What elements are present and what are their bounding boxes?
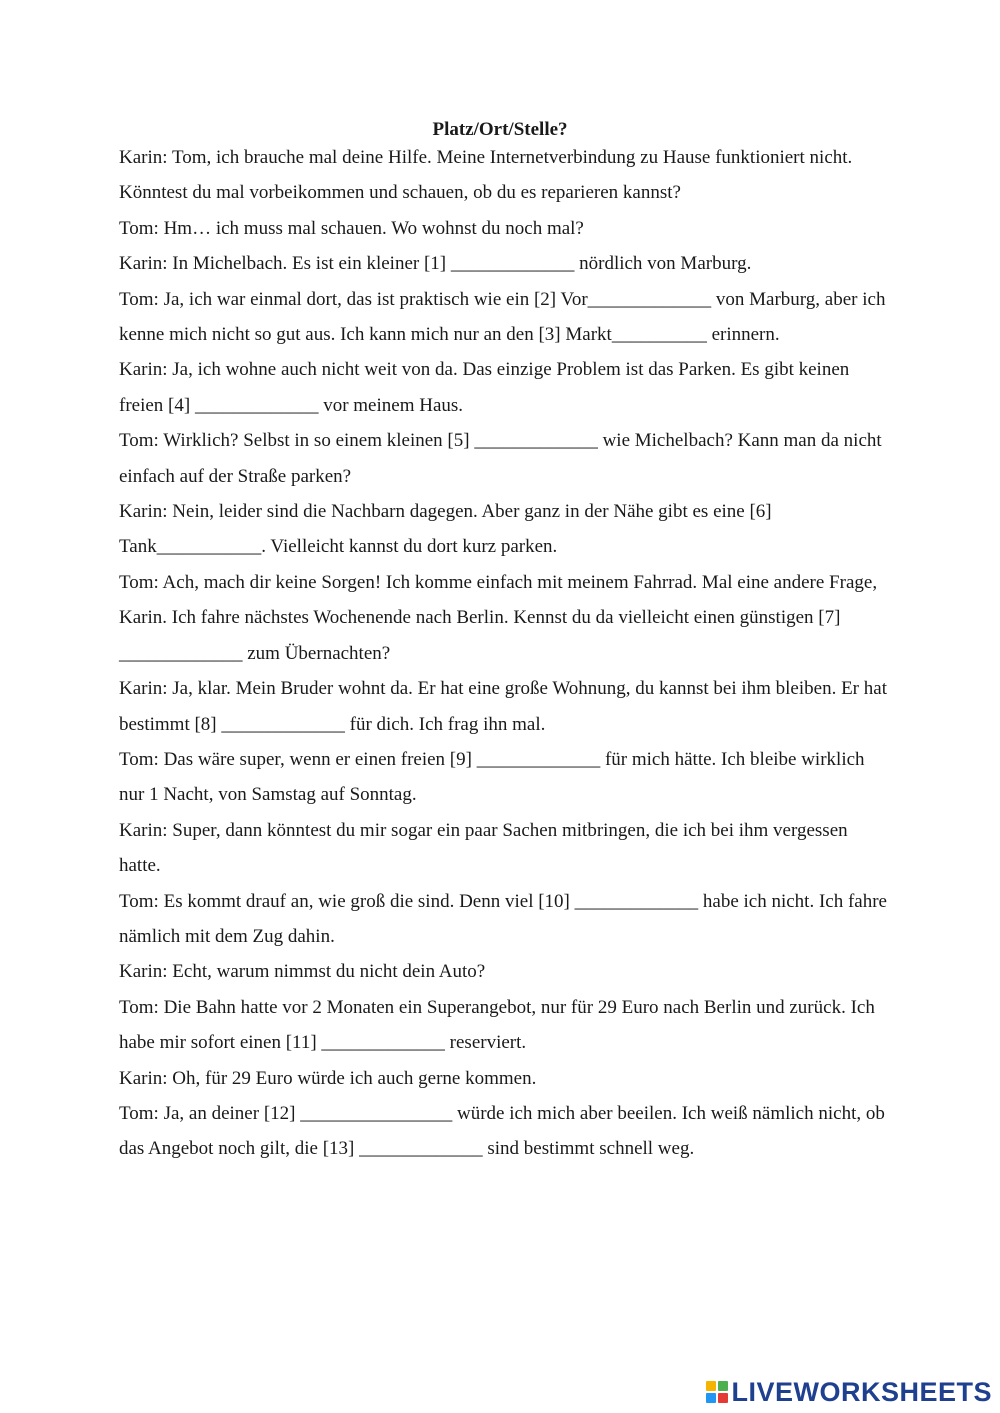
dialogue-line-3: Karin: In Michelbach. Es ist ein kleiner [1] _____________ nördlich von Marburg. xyxy=(119,253,752,275)
dialogue-line-2: Tom: Hm… ich muss mal schauen. Wo wohnst du noch mal? xyxy=(119,217,584,239)
logo-square-3 xyxy=(706,1393,716,1403)
dialogue-line-13: Karin: Echt, warum nimmst du nicht dein Auto? xyxy=(119,961,486,983)
dialogue-line-10: Tom: Das wäre super, wenn er einen freien [9] _____________ für mich hätte. Ich bleibe wirklich nur 1 Nacht, von Samstag auf Sonntag. xyxy=(119,748,865,806)
dialogue-line-15: Karin: Oh, für 29 Euro würde ich auch gerne kommen. xyxy=(119,1067,537,1089)
logo-text: LIVEWORKSHEETS xyxy=(731,1376,992,1407)
dialogue-line-1: Karin: Tom, ich brauche mal deine Hilfe. Meine Internetverbindung zu Hause funktioniert nicht. Könntest du mal vorbeikommen und schauen, ob du es reparieren kannst? xyxy=(119,147,853,204)
logo-square-4 xyxy=(718,1393,728,1403)
dialogue-line-9: Karin: Ja, klar. Mein Bruder wohnt da. Er hat eine große Wohnung, du kannst bei ihm bleiben. Er hat bestimmt [8] _____________ für dich. Ich frag ihn mal. xyxy=(119,678,887,735)
liveworksheets-logo xyxy=(706,1377,992,1407)
dialogue-line-8: Tom: Ach, mach dir keine Sorgen! Ich komme einfach mit meinem Fahrrad. Mal eine andere Frage, Karin. Ich fahre nächstes Wochenende nach Berlin. Kennst du da vielleicht einen günstigen [7] _____________ zum Übernachten? xyxy=(119,571,878,664)
logo-square-1 xyxy=(706,1381,716,1391)
dialogue-line-11: Karin: Super, dann könntest du mir sogar ein paar Sachen mitbringen, die ich bei ihm vergessen hatte. xyxy=(119,819,848,877)
dialogue-line-4: Tom: Ja, ich war einmal dort, das ist praktisch wie ein [2] Vor_____________ von Marburg, aber ich kenne mich nicht so gut aus. Ich kann mich nur an den [3] Markt__________ erinnern. xyxy=(119,288,886,346)
dialogue-line-6: Tom: Wirklich? Selbst in so einem kleinen [5] _____________ wie Michelbach? Kann man da nicht einfach auf der Straße parken? xyxy=(119,430,882,487)
dialogue-line-16: Tom: Ja, an deiner [12] ________________ würde ich mich aber beeilen. Ich weiß nämlich nicht, ob das Angebot noch gilt, die [13] _____________ sind bestimmt schnell weg. xyxy=(119,1102,885,1160)
worksheet-title: Platz/Ort/Stelle? xyxy=(432,119,568,140)
logo-mark-icon xyxy=(706,1381,728,1403)
dialogue-line-14: Tom: Die Bahn hatte vor 2 Monaten ein Superangebot, nur für 29 Euro nach Berlin und zurück. Ich habe mir sofort einen [11] _____________ reserviert. xyxy=(119,996,875,1054)
dialogue-line-5: Karin: Ja, ich wohne auch nicht weit von da. Das einzige Problem ist das Parken. Es gibt keinen freien [4] _____________ vor meinem Haus. xyxy=(119,359,850,416)
logo-square-2 xyxy=(718,1381,728,1391)
dialogue-line-12: Tom: Es kommt drauf an, wie groß die sind. Denn viel [10] _____________ habe ich nicht. Ich fahre nämlich mit dem Zug dahin. xyxy=(119,890,887,947)
dialogue-text xyxy=(119,140,889,1167)
dialogue-line-7: Karin: Nein, leider sind die Nachbarn dagegen. Aber ganz in der Nähe gibt es eine [6] Tank___________. Vielleicht kannst du dort kurz parken. xyxy=(119,501,772,558)
